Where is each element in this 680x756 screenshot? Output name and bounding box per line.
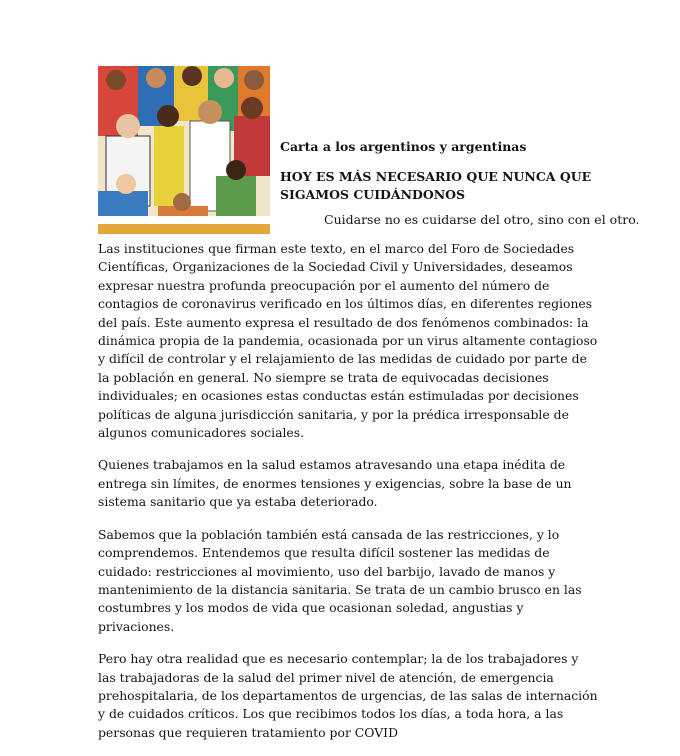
- document-headline: HOY ES MÁS NECESARIO QUE NUNCA QUE SIGAMOS CUIDÁNDONOS: [280, 169, 592, 202]
- diverse-people-illustration: [98, 66, 270, 234]
- body-paragraph: Pero hay otra realidad que es necesario contemplar; la de los trabajadores y las trabajadoras de la salud del primer nivel de atención, de emergencia prehospitalaria, de los departamentos de urgencias, de las salas de internación y de cuidados críticos. Los que recibimos todos los días, a toda hora, a las personas que requieren tratamiento por COVID: [98, 651, 598, 740]
- document-body: [98, 240, 598, 756]
- document-title: Carta a los argentinos y argentinas: [280, 139, 527, 154]
- body-paragraph: Sabemos que la población también está cansada de las restricciones, y lo comprendemos. Entendemos que resulta difícil sostener las medidas de cuidado: restricciones al movimiento, uso del barbijo, lavado de manos y mantenimiento de la distancia sanitaria. Se trata de un cambio brusco en las costumbres y los modos de vida que ocasionan soledad, angustias y privaciones.: [98, 526, 582, 634]
- document-epigraph: Cuidarse no es cuidarse del otro, sino con el otro.: [324, 212, 640, 227]
- body-paragraph: Las instituciones que firman este texto, en el marco del Foro de Sociedades Científicas, Organizaciones de la Sociedad Civil y Universidades, deseamos expresar nuestra profunda preocupación por el aumento del número de contagios de coronavirus verificado en los últimos días, en diferentes regiones del país. Este aumento expresa el resultado de dos fenómenos combinados: la dinámica propia de la pandemia, ocasionada por un virus altamente contagioso y difícil de controlar y el relajamiento de las medidas de cuidado por parte de la población en general. No siempre se trata de equivocadas decisiones individuales; en ocasiones estas conductas están estimuladas por decisiones políticas de alguna jurisdicción sanitaria, y por la prédica irresponsable de algunos comunicadores sociales.: [98, 241, 598, 441]
- body-paragraph: Quienes trabajamos en la salud estamos atravesando una etapa inédita de entrega sin límites, de enormes tensiones y exigencias, sobre la base de un sistema sanitario que ya estaba deteriorado.: [98, 457, 572, 510]
- people-illustration-icon: [98, 66, 270, 234]
